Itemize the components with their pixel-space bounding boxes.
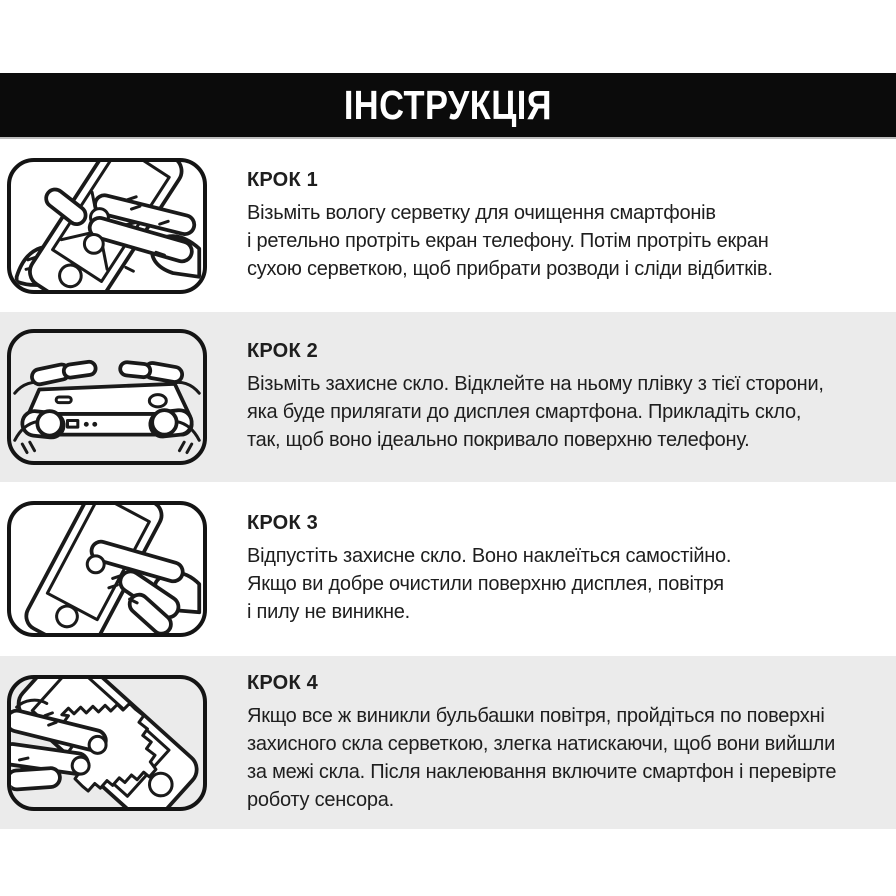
step-4-line-4: роботу сенсора.: [247, 788, 394, 811]
step-row-4: [0, 656, 896, 829]
step-3-line-3: і пилу не виникне.: [247, 601, 410, 623]
step-4-line-3: за межі скла. Після наклеювання включите смартфон і перевірте: [247, 760, 837, 783]
step-2-line-1: Візьміть захисне скло. Відклейте на ньому плівку з тієї сторони,: [247, 373, 824, 395]
step-3-illustration-box: [7, 501, 207, 637]
step-3-text: [247, 512, 895, 626]
finger-pressing-phone-icon: [11, 505, 203, 633]
step-4-text: [247, 672, 895, 814]
step-1-text: [247, 169, 895, 283]
step-2-text: [247, 340, 895, 454]
step-4-illustration-box: [7, 675, 207, 811]
hand-wiping-phone-icon: [11, 162, 203, 290]
step-1-title: КРОК 1: [247, 168, 318, 191]
cloth-smoothing-phone-icon: [11, 679, 203, 807]
step-3-title: КРОК 3: [247, 512, 318, 534]
page-title: ІНСТРУКЦІЯ: [343, 81, 553, 128]
step-1-line-2: і ретельно протріть екран телефону. Потім протріть екран: [247, 229, 769, 252]
step-2-line-2: яка буде прилягати до дисплея смартфона. Прикладіть скло,: [247, 401, 802, 423]
step-4-line-2: захисного скла серветкою, злегка натискаючи, щоб вони вийшли: [247, 732, 836, 755]
hands-holding-phone-glass-icon: [11, 333, 203, 461]
step-1-illustration-box: [7, 158, 207, 294]
header-bar: [0, 73, 896, 139]
step-row-1: [0, 139, 896, 312]
step-row-2: [0, 312, 896, 482]
instruction-steps: [0, 139, 896, 829]
step-2-title: КРОК 2: [247, 340, 318, 362]
step-1-line-1: Візьміть вологу серветку для очищення смартфонів: [247, 201, 716, 224]
step-4-line-1: Якщо все ж виникли бульбашки повітря, пройдіться по поверхні: [247, 704, 825, 727]
top-margin: [0, 0, 896, 73]
step-2-line-3: так, щоб воно ідеально покривало поверхню телефону.: [247, 429, 750, 451]
step-row-3: [0, 482, 896, 656]
step-2-illustration-box: [7, 329, 207, 465]
step-4-title: КРОК 4: [247, 671, 318, 694]
step-3-line-2: Якщо ви добре очистили поверхню дисплея, повітря: [247, 573, 724, 595]
step-3-line-1: Відпустіть захисне скло. Воно наклеїться самостійно.: [247, 545, 732, 567]
step-1-line-3: сухою серветкою, щоб прибрати розводи і сліди відбитків.: [247, 257, 773, 280]
